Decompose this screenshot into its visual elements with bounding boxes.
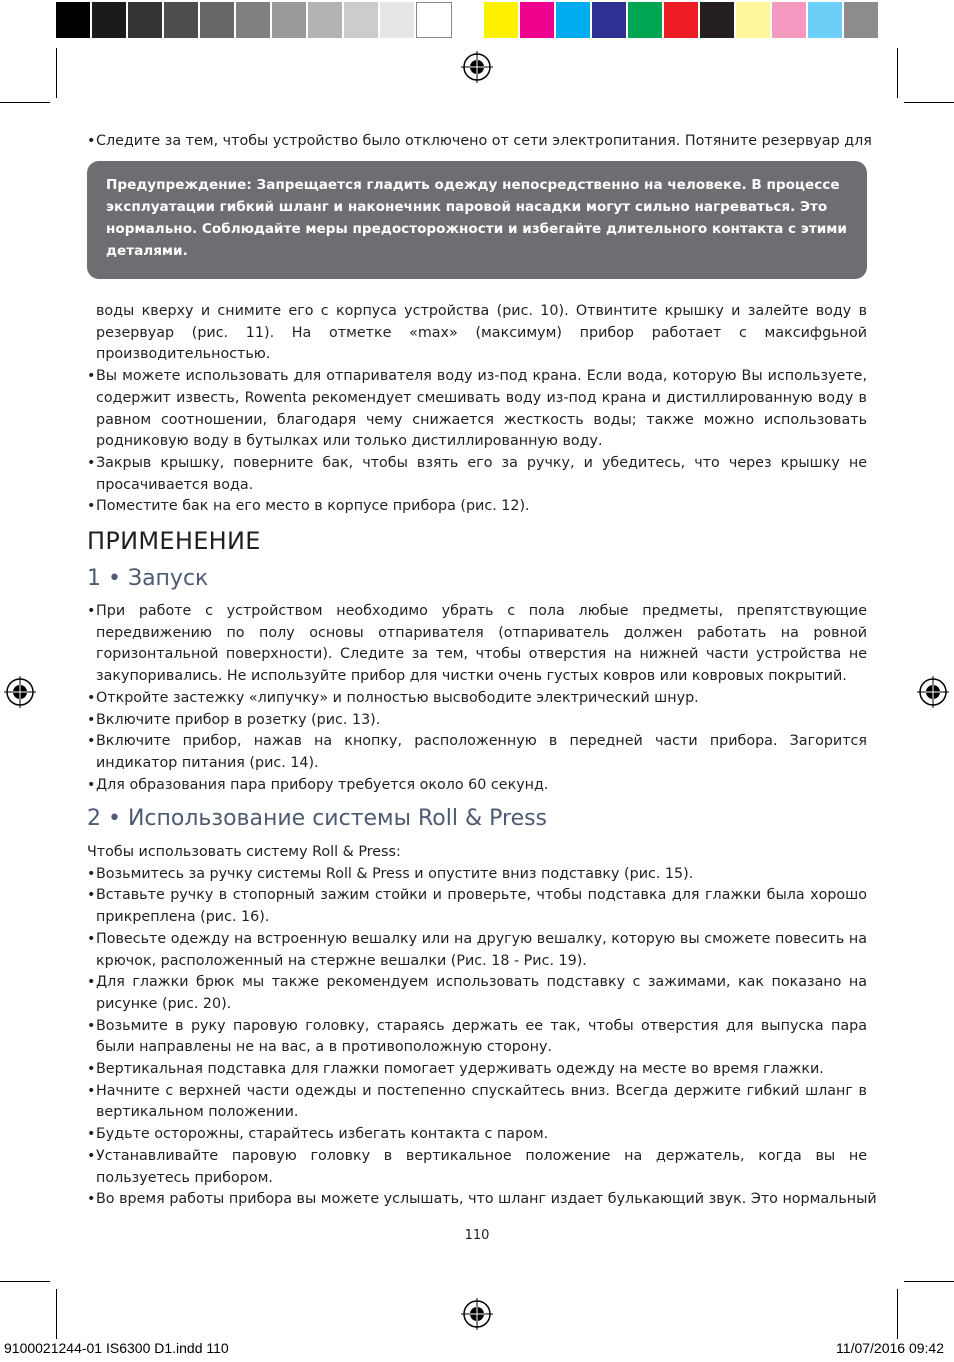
list-item: • Возьмитесь за ручку системы Roll & Press и опустите вниз подставку (рис. 15).: [87, 864, 867, 886]
registration-mark-icon: [4, 676, 36, 708]
list-item: • Вы можете использовать для отпаривателя воду из-под крана. Если вода, которую Вы используете, содержит известь, Rowenta рекомендует смешивать воду из-под крана и дистиллированную воду в равном соотношении, благодаря чему снижается жесткость воды; также можно использовать родниковую воду в бутылках или только дистиллированную воду.: [87, 366, 867, 453]
color-swatch: [772, 2, 808, 38]
startup-section: [87, 601, 867, 796]
color-swatch: [808, 2, 844, 38]
color-swatch: [164, 2, 200, 38]
list-item: • Вертикальная подставка для глажки помогает удерживать одежду на месте во время глажки.: [87, 1059, 867, 1081]
list-item: • Откройте застежку «липучку» и полностью высвободите электрический шнур.: [87, 688, 867, 710]
list-item: • Включите прибор в розетку (рис. 13).: [87, 710, 867, 732]
crop-mark: [904, 1281, 954, 1282]
list-item: • Повесьте одежду на встроенную вешалку или на другую вешалку, которую вы сможете повесить на крючок, расположенный на стержне вешалки (Рис. 18 - Рис. 19).: [87, 929, 867, 972]
crop-mark: [0, 1281, 50, 1282]
list-item: • Устанавливайте паровую головку в вертикальное положение на держатель, когда вы не пользуетесь прибором.: [87, 1146, 867, 1189]
top-text: [87, 131, 872, 153]
color-swatch: [308, 2, 344, 38]
page-number: 110: [464, 1228, 490, 1243]
crop-mark: [897, 48, 898, 98]
color-swatch: [844, 2, 880, 38]
list-item: • Вставьте ручку в стопорный зажим стойки и проверьте, чтобы подставка для глажки была хорошо прикреплена (рис. 16).: [87, 885, 867, 928]
subsection-title-roll-press: 2 • Использование системы Roll & Press: [87, 806, 548, 831]
color-swatch: [592, 2, 628, 38]
color-swatch: [236, 2, 272, 38]
paragraph: Чтобы использовать систему Roll & Press:: [87, 844, 401, 860]
list-item: • Поместите бак на его место в корпусе прибора (рис. 12).: [87, 496, 867, 518]
crop-mark: [56, 48, 57, 98]
list-item: • Следите за тем, чтобы устройство было отключено от сети электропитания. Потяните резервуар для: [87, 131, 867, 153]
list-item: • Возьмите в руку паровую головку, стараясь держать ее так, чтобы отверстия для выпуска пара были направлены не на вас, а в противоположную сторону.: [87, 1016, 867, 1059]
color-swatch: [416, 2, 452, 38]
paragraph: воды кверху и снимите его с корпуса устройства (рис. 10). Отвинтите крышку и залейте воду в резервуар (рис. 11). На отметке «max» (максимум) прибор работает с максифgьной производительностью.: [96, 303, 867, 363]
color-swatch: [520, 2, 556, 38]
subsection-title-startup: 1 • Запуск: [87, 566, 209, 591]
color-swatch: [272, 2, 308, 38]
color-swatch: [56, 2, 92, 38]
registration-mark-icon: [461, 1298, 493, 1330]
list-item: • Закрыв крышку, поверните бак, чтобы взять его за ручку, и убедитесь, что через крышку не просачивается вода.: [87, 453, 867, 496]
color-swatch: [484, 2, 520, 38]
list-item: • Будьте осторожны, старайтесь избегать контакта с паром.: [87, 1124, 867, 1146]
warning-box: Предупреждение: Запрещается гладить одежду непосредственно на человеке. В процессе эксплуатации гибкий шланг и наконечник паровой насадки могут сильно нагреваться. Это нормально. Соблюдайте меры предосторожности и избегайте длительного контакта с этими деталями.: [87, 161, 867, 279]
color-control-bar: [484, 2, 880, 38]
list-item: • Во время работы прибора вы можете услышать, что шланг издает булькающий звук. Это нормальный: [87, 1189, 867, 1211]
color-swatch: [92, 2, 128, 38]
registration-mark-icon: [917, 676, 949, 708]
section-title: ПРИМЕНЕНИЕ: [87, 527, 261, 555]
list-item: • Начните с верхней части одежды и постепенно спускайтесь вниз. Всегда держите гибкий шланг в вертикальном положении.: [87, 1081, 867, 1124]
color-swatch: [556, 2, 592, 38]
registration-mark-icon: [461, 51, 493, 83]
color-swatch: [628, 2, 664, 38]
color-swatch: [700, 2, 736, 38]
crop-mark: [897, 1289, 898, 1339]
list-item: • Для глажки брюк мы также рекомендуем использовать подставку с зажимами, как показано на рисунке (рис. 20).: [87, 972, 867, 1015]
gray-scale-bar: [56, 2, 452, 38]
list-item: • При работе с устройством необходимо убрать с пола любые предметы, препятствующие передвижению по полу основы отпаривателя (отпариватель должен работать на ровной горизонтальной поверхности). Следите за тем, чтобы отверстия на нижней части устройства не закупоривались. Не используйте прибор для чистки очень густых ковров или ковровых покрытий.: [87, 601, 867, 688]
crop-mark: [904, 102, 954, 103]
intro-section: [87, 301, 867, 518]
list-item: • Для образования пара прибору требуется около 60 секунд.: [87, 775, 867, 797]
roll-press-section: [87, 842, 877, 1211]
footer-timestamp: 11/07/2016 09:42: [836, 1340, 944, 1356]
color-swatch: [736, 2, 772, 38]
crop-mark: [0, 102, 50, 103]
footer-file-info: 9100021244-01 IS6300 D1.indd 110: [4, 1340, 229, 1356]
color-swatch: [664, 2, 700, 38]
crop-mark: [56, 1289, 57, 1339]
color-swatch: [200, 2, 236, 38]
color-swatch: [344, 2, 380, 38]
color-swatch: [128, 2, 164, 38]
color-swatch: [380, 2, 416, 38]
list-item: • Включите прибор, нажав на кнопку, расположенную в передней части прибора. Загорится индикатор питания (рис. 14).: [87, 731, 867, 774]
